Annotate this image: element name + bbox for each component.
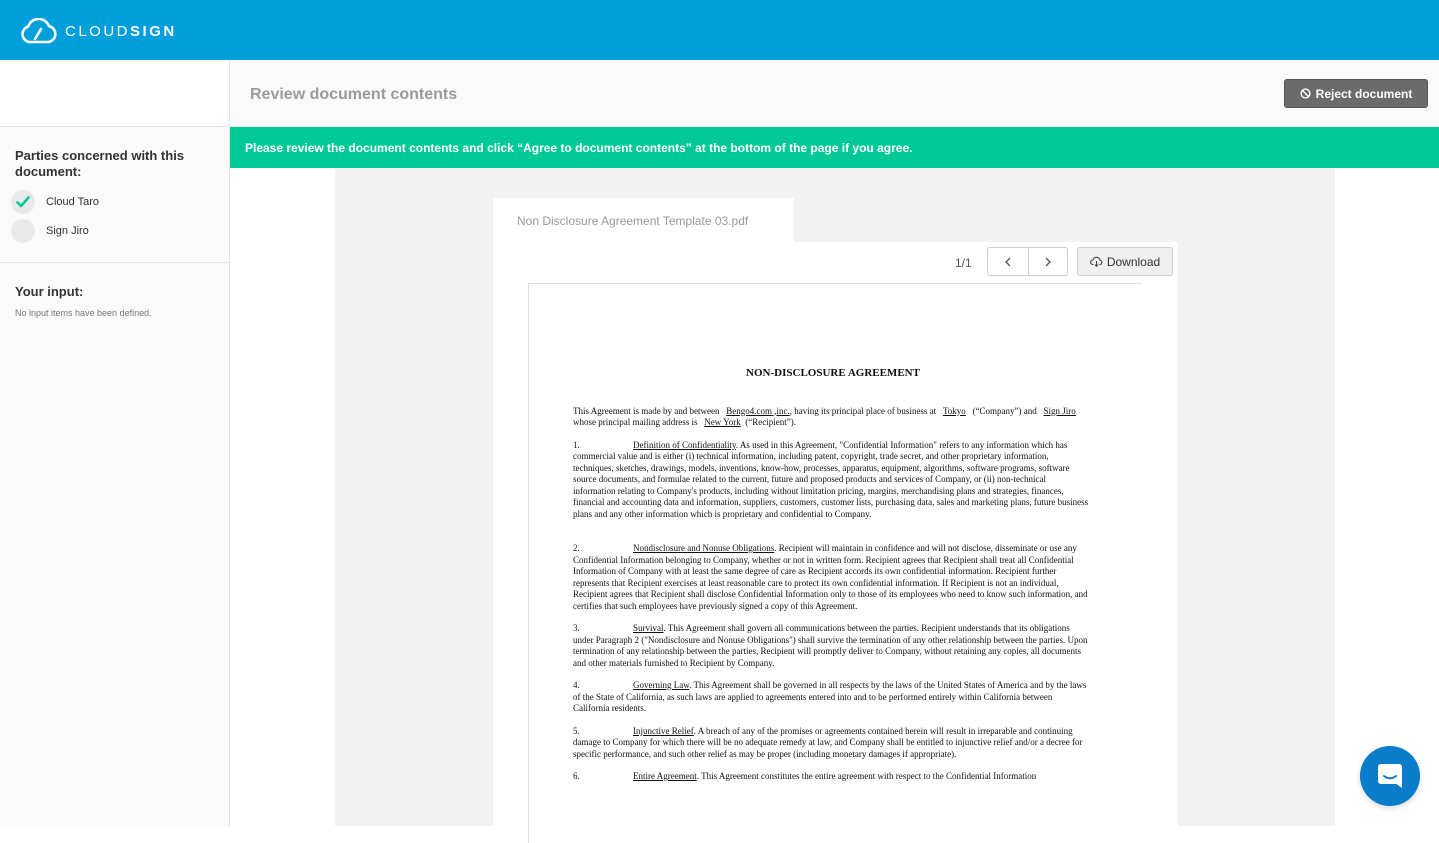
download-label: Download (1106, 254, 1161, 269)
intro-text: (“Recipient”). (745, 417, 796, 427)
input-title: Your input: (15, 284, 84, 299)
intro-text: (“Company”) and (972, 405, 1037, 416)
ban-icon (1300, 88, 1311, 99)
download-button[interactable] (1077, 247, 1173, 276)
check-icon (11, 190, 35, 214)
document-paragraph (573, 623, 1089, 669)
brand-name-light: CLOUD (65, 22, 131, 40)
parties-title: Parties concerned with this document: (15, 148, 185, 179)
recipient-name: Sign Jiro (1043, 405, 1076, 416)
document-body (573, 368, 1089, 794)
party-item (11, 217, 214, 245)
paragraph-heading: Governing Law (633, 680, 690, 690)
document-paragraph (573, 771, 1089, 783)
review-notice-banner: Please review the document contents and click “Agree to document contents” at the bottom of the page if you agree. (230, 127, 1439, 168)
document-panel (493, 242, 1178, 842)
reject-document-label: Reject document (1315, 86, 1413, 101)
paragraph-heading: Entire Agreement (633, 771, 697, 781)
paragraph-number: 5. (573, 725, 580, 736)
intro-text: This Agreement is made by and between (573, 405, 720, 416)
paragraph-number: 2. (573, 543, 580, 553)
party-name: Sign Jiro (46, 225, 89, 237)
document-paragraph (573, 543, 1089, 612)
paragraph-number: 3. (573, 623, 580, 633)
paragraph-number: 1. (573, 439, 580, 450)
paragraph-number: 6. (573, 771, 580, 781)
reject-document-button[interactable] (1284, 79, 1428, 108)
sidebar (0, 60, 230, 826)
paragraph-text: . This Agreement constitutes the entire agreement with respect to the Confidential Information (696, 771, 1037, 781)
parties-section (0, 127, 229, 263)
input-section (0, 263, 229, 339)
paragraph-heading: Nondisclosure and Nonuse Obligations (633, 543, 775, 553)
chevron-left-icon (1004, 257, 1012, 267)
previous-page-button[interactable] (988, 248, 1028, 275)
brand-name-bold: SIGN (130, 22, 177, 40)
document-paragraph (573, 680, 1089, 715)
paragraph-heading: Injunctive Relief (633, 725, 694, 736)
next-page-button[interactable] (1028, 248, 1068, 275)
intro-text: whose principal mailing address is (573, 417, 698, 427)
document-page (528, 283, 1142, 843)
document-paragraph (573, 726, 1089, 761)
party-item (11, 188, 214, 216)
party-name: Cloud Taro (46, 196, 99, 208)
page-indicator: 1/1 (955, 256, 972, 270)
paragraph-heading: Survival (633, 623, 664, 633)
empty-circle-icon (11, 219, 35, 243)
paragraph-text: . This Agreement shall be governed in all respects by the laws of the United States of America and by the laws of the State of California, as such laws are applied to agreements entered into and to be performed entirely within California between California residents. (573, 680, 1087, 713)
cloudsign-logo[interactable] (19, 17, 177, 45)
page-nav (987, 247, 1068, 276)
input-empty-text: No input items have been defined. (15, 308, 152, 318)
page-title: Review document contents (250, 86, 458, 103)
chat-launcher-button[interactable] (1360, 746, 1420, 806)
document-intro (573, 406, 1089, 429)
chat-icon (1375, 761, 1405, 791)
brand-name (65, 23, 177, 40)
document-title: NON-DISCLOSURE AGREEMENT (746, 367, 920, 379)
paragraph-number: 4. (573, 680, 580, 690)
sidebar-header-spacer (0, 60, 229, 127)
main-content (230, 60, 1439, 826)
top-bar (0, 0, 1439, 60)
chevron-right-icon (1044, 257, 1052, 267)
paragraph-text: . This Agreement shall govern all communications between the parties. Recipient understands that its obligations under Paragraph 2 ("Nondisclosure and Nonuse Obligations") shall survive the termination of any other relationship between the parties. Upon termination of any relationship between the parties, Recipient will promptly deliver to Company, without retaining any copies, all documents and other materials furnished to Recipient by Company. (573, 623, 1088, 668)
cloud-download-icon (1090, 256, 1103, 267)
recipient-place: New York (704, 417, 741, 427)
paragraph-text: . As used in this Agreement, "Confidential Information" refers to any information which has commercial value and is either (i) technical information, including patent, copyright, trade secret, and other proprietary information, techniques, sketches, drawings, models, inventions, know-how, processes, apparatus, equipment, algorithms, software programs, software source documents, and formulae related to the current, future and proposed products and services of Company, or (ii) non-technical information relating to Company's products, including without limitation pricing, margins, merchandising plans and strategies, finances, financial and accounting data and information, suppliers, customers, customer lists, purchasing data, sales and marketing plans, future business plans and any other information which is proprietary and confidential to Company. (573, 439, 1089, 519)
cloud-logo-icon (19, 18, 57, 44)
page-header (230, 60, 1439, 127)
company-place: Tokyo (942, 405, 966, 416)
document-paragraph (573, 440, 1089, 521)
paragraph-heading: Definition of Confidentiality (633, 439, 736, 450)
file-tab[interactable]: Non Disclosure Agreement Template 03.pdf (493, 198, 794, 242)
intro-text: , having its principal place of business at (789, 405, 937, 416)
document-viewer (335, 168, 1335, 826)
paragraph-text: . A breach of any of the promises or agreements contained herein will result in irreparable and continuing damage to Company for which there will be no adequate remedy at law, and Company shall be entitled to injunctive relief and/or a decree for specific performance, and such other relief as may be proper (including monetary damages if appropriate). (573, 725, 1083, 759)
paragraph-text: . Recipient will maintain in confidence and will not disclose, disseminate or use any Confidential Information belonging to Company, whether or not in written form. Recipient agrees that Recipient shall treat all Confidential Information of Company with at least the same degree of care as Recipient accords its own confidential information. Recipient further represents that Recipient exercises at least reasonable care to protect its own confidential information. If Recipient is not an individual, Recipient agrees that Recipient shall disclose Confidential Information only to those of its employees who need to know such information, and certifies that such employees have previously signed a copy of this Agreement. (573, 543, 1088, 611)
company-name: Bengo4.com ,inc. (726, 405, 790, 416)
